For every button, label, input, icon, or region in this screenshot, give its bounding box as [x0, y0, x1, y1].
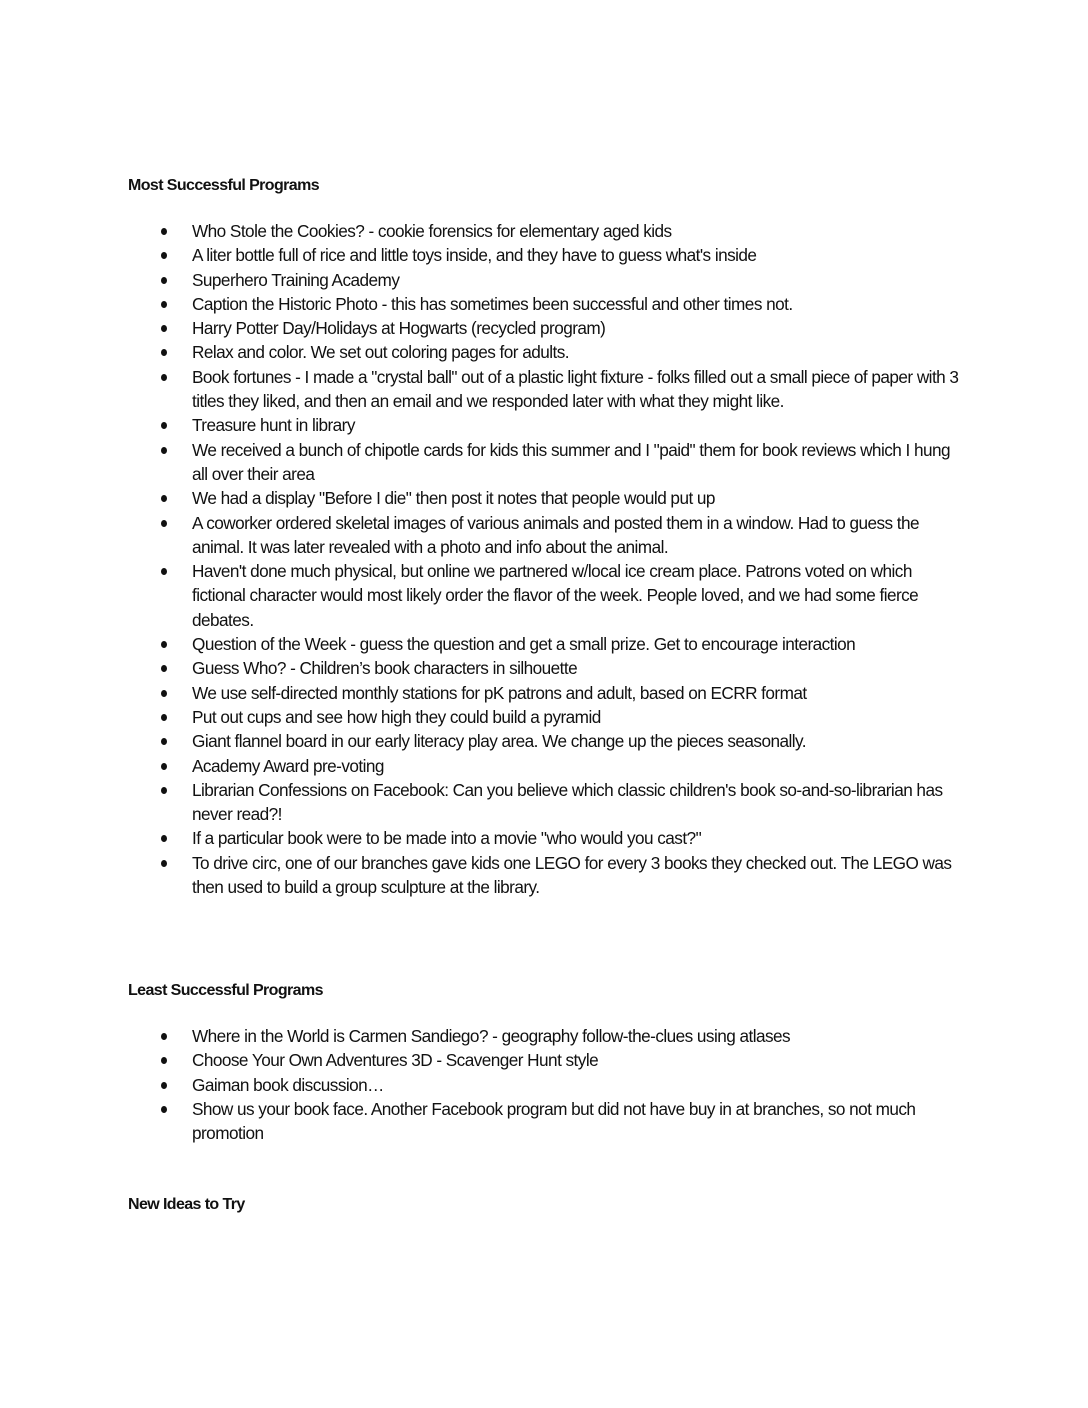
- list-item: Relax and color. We set out coloring pages for adults.: [192, 340, 962, 364]
- list-item: A liter bottle full of rice and little toys inside, and they have to guess what's inside: [192, 243, 962, 267]
- list-item: Where in the World is Carmen Sandiego? - geography follow-the-clues using atlases: [192, 1024, 962, 1048]
- list-item: We received a bunch of chipotle cards for kids this summer and I "paid" them for book reviews which I hung all over their area: [192, 438, 962, 487]
- section-heading-least-successful: Least Successful Programs: [128, 982, 323, 999]
- list-item: We had a display "Before I die" then post it notes that people would put up: [192, 486, 962, 510]
- list-item: Choose Your Own Adventures 3D - Scavenger Hunt style: [192, 1048, 962, 1072]
- list-item: Treasure hunt in library: [192, 413, 962, 437]
- list-item: Giant flannel board in our early literacy play area. We change up the pieces seasonally.: [192, 729, 962, 753]
- list-item: A coworker ordered skeletal images of various animals and posted them in a window. Had to guess the animal. It was later revealed with a photo and info about the animal.: [192, 511, 962, 560]
- list-item: Superhero Training Academy: [192, 268, 962, 292]
- list-item: Question of the Week - guess the question and get a small prize. Get to encourage interaction: [192, 632, 962, 656]
- list-item: Show us your book face. Another Facebook program but did not have buy in at branches, so not much promotion: [192, 1097, 962, 1146]
- list-item: Caption the Historic Photo - this has sometimes been successful and other times not.: [192, 292, 962, 316]
- list-item: We use self-directed monthly stations for pK patrons and adult, based on ECRR format: [192, 681, 962, 705]
- list-item: Academy Award pre-voting: [192, 754, 962, 778]
- list-item: Guess Who? - Children’s book characters in silhouette: [192, 656, 962, 680]
- most-successful-list: [192, 219, 962, 899]
- list-item: Book fortunes - I made a "crystal ball" out of a plastic light fixture - folks filled out a small piece of paper with 3 titles they liked, and then an email and we responded later with what they might like.: [192, 365, 962, 414]
- list-item: If a particular book were to be made into a movie "who would you cast?": [192, 826, 962, 850]
- list-item: Harry Potter Day/Holidays at Hogwarts (recycled program): [192, 316, 962, 340]
- list-item: Put out cups and see how high they could build a pyramid: [192, 705, 962, 729]
- list-item: Who Stole the Cookies? - cookie forensics for elementary aged kids: [192, 219, 962, 243]
- list-item: Librarian Confessions on Facebook: Can you believe which classic children's book so-and-so-librarian has never read?!: [192, 778, 962, 827]
- list-item: Gaiman book discussion…: [192, 1073, 962, 1097]
- list-item: Haven't done much physical, but online we partnered w/local ice cream place. Patrons voted on which fictional character would most likely order the flavor of the week. People loved, and we had some fierce debates.: [192, 559, 962, 632]
- least-successful-list: [192, 1024, 962, 1145]
- list-item: To drive circ, one of our branches gave kids one LEGO for every 3 books they checked out. The LEGO was then used to build a group sculpture at the library.: [192, 851, 962, 900]
- section-heading-most-successful: Most Successful Programs: [128, 177, 319, 194]
- section-heading-new-ideas: New Ideas to Try: [128, 1196, 245, 1213]
